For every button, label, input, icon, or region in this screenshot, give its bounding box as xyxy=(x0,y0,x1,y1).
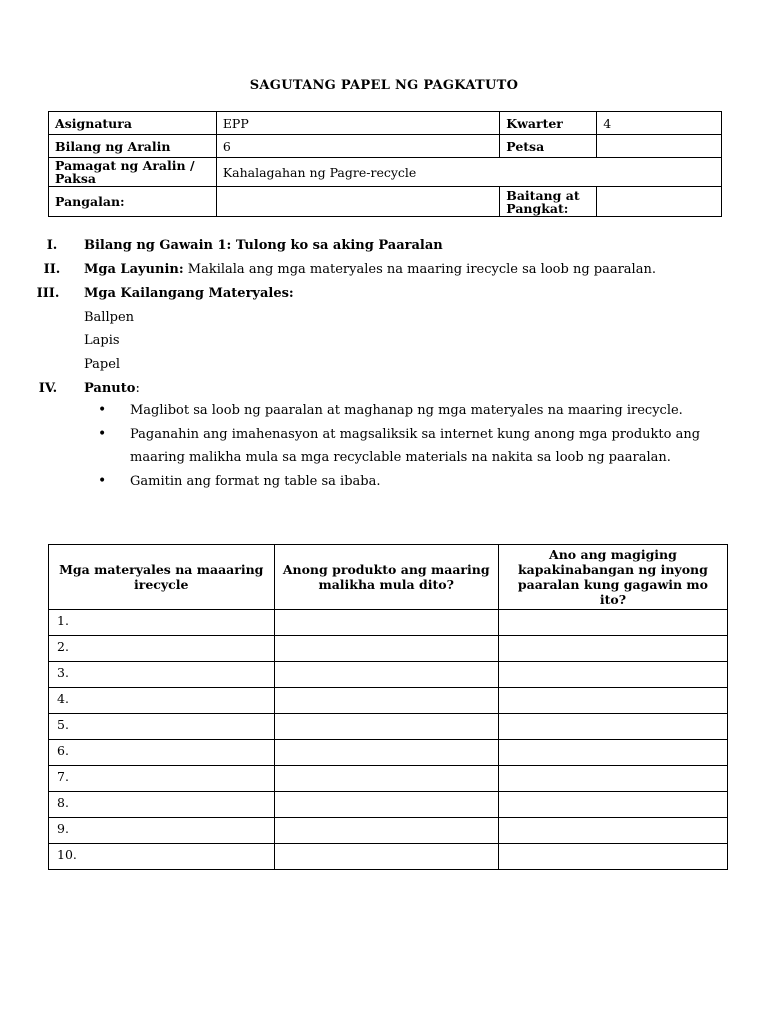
section-4-line xyxy=(84,381,140,397)
product-cell[interactable] xyxy=(274,792,498,818)
pamagat-value[interactable]: Kahalagahan ng Pagre-recycle xyxy=(216,158,721,187)
baitang-value[interactable] xyxy=(597,187,722,217)
benefit-cell[interactable] xyxy=(498,818,727,844)
benefit-cell[interactable] xyxy=(498,636,727,662)
product-cell[interactable] xyxy=(274,844,498,870)
table-row xyxy=(49,844,728,870)
instruction-text: Gamitin ang format ng table sa ibaba. xyxy=(130,474,381,489)
row-number-cell[interactable]: 8. xyxy=(49,792,275,818)
section-2-text: Makilala ang mga materyales na maaring irecycle sa loob ng paaralan. xyxy=(183,262,656,277)
benefit-cell[interactable] xyxy=(498,662,727,688)
table-row xyxy=(49,610,728,636)
row-number-cell[interactable]: 1. xyxy=(49,610,275,636)
asignatura-value[interactable]: EPP xyxy=(216,112,499,135)
column-header-products: Anong produkto ang maaring malikha mula dito? xyxy=(274,545,498,610)
section-3-numeral: III. xyxy=(36,286,60,301)
kwarter-label: Kwarter xyxy=(500,112,597,135)
pamagat-label: Pamagat ng Aralin / Paksa xyxy=(49,158,217,187)
section-2-label: Mga Layunin: xyxy=(84,262,184,277)
row-number-cell[interactable]: 6. xyxy=(49,740,275,766)
material-item: Ballpen xyxy=(84,310,135,325)
bullet-dot-icon: • xyxy=(98,426,107,442)
row-number-cell[interactable]: 3. xyxy=(49,662,275,688)
bilang-label: Bilang ng Aralin xyxy=(49,135,217,158)
table-row xyxy=(49,740,728,766)
row-number-cell[interactable]: 5. xyxy=(49,714,275,740)
pangalan-label: Pangalan: xyxy=(49,187,217,217)
pangalan-value[interactable] xyxy=(216,187,499,217)
benefit-cell[interactable] xyxy=(498,610,727,636)
petsa-label: Petsa xyxy=(500,135,597,158)
asignatura-label: Asignatura xyxy=(49,112,217,135)
benefit-cell[interactable] xyxy=(498,766,727,792)
material-item: Lapis xyxy=(84,333,120,348)
table-row xyxy=(49,662,728,688)
product-cell[interactable] xyxy=(274,714,498,740)
petsa-value[interactable] xyxy=(597,135,722,158)
product-cell[interactable] xyxy=(274,610,498,636)
section-1-text: Bilang ng Gawain 1: Tulong ko sa aking Paaralan xyxy=(84,238,443,253)
instruction-text: Maglibot sa loob ng paaralan at maghanap ng mga materyales na maaring irecycle. xyxy=(130,403,683,418)
row-number-cell[interactable]: 7. xyxy=(49,766,275,792)
section-4-colon: : xyxy=(135,381,140,396)
table-row xyxy=(49,792,728,818)
section-1-numeral: I. xyxy=(46,238,58,253)
row-number-cell[interactable]: 2. xyxy=(49,636,275,662)
table-row xyxy=(49,818,728,844)
page-title: SAGUTANG PAPEL NG PAGKATUTO xyxy=(249,78,519,93)
section-4-numeral: IV. xyxy=(38,381,58,396)
bullet-dot-icon: • xyxy=(98,402,107,418)
row-number-cell[interactable]: 9. xyxy=(49,818,275,844)
material-item: Papel xyxy=(84,357,121,372)
table-row xyxy=(49,766,728,792)
section-2-line xyxy=(84,262,656,278)
table-row xyxy=(49,714,728,740)
table-row xyxy=(49,636,728,662)
section-3-text: Mga Kailangang Materyales: xyxy=(84,286,294,301)
benefit-cell[interactable] xyxy=(498,740,727,766)
benefit-cell[interactable] xyxy=(498,844,727,870)
row-number-cell[interactable]: 4. xyxy=(49,688,275,714)
row-number-cell[interactable]: 10. xyxy=(49,844,275,870)
product-cell[interactable] xyxy=(274,688,498,714)
column-header-benefits: Ano ang magiging kapakinabangan ng inyong paaralan kung gagawin mo ito? xyxy=(498,545,727,610)
product-cell[interactable] xyxy=(274,662,498,688)
section-4-label: Panuto xyxy=(84,381,136,396)
benefit-cell[interactable] xyxy=(498,714,727,740)
product-cell[interactable] xyxy=(274,740,498,766)
instruction-text: Paganahin ang imahenasyon at magsaliksik sa internet kung anong mga produkto ang maaring malikha mula sa mga recyclable materials na nakita sa loob ng paaralan. xyxy=(130,427,701,465)
recycle-work-table xyxy=(48,544,728,870)
bullet-dot-icon: • xyxy=(98,473,107,489)
section-2-numeral: II. xyxy=(43,262,61,277)
product-cell[interactable] xyxy=(274,636,498,662)
table-row xyxy=(49,688,728,714)
column-header-materials: Mga materyales na maaaring irecycle xyxy=(49,545,275,610)
benefit-cell[interactable] xyxy=(498,688,727,714)
product-cell[interactable] xyxy=(274,766,498,792)
lesson-info-table xyxy=(48,111,722,217)
product-cell[interactable] xyxy=(274,818,498,844)
kwarter-value[interactable]: 4 xyxy=(597,112,722,135)
baitang-label: Baitang at Pangkat: xyxy=(500,187,597,217)
bilang-value[interactable]: 6 xyxy=(216,135,499,158)
benefit-cell[interactable] xyxy=(498,792,727,818)
